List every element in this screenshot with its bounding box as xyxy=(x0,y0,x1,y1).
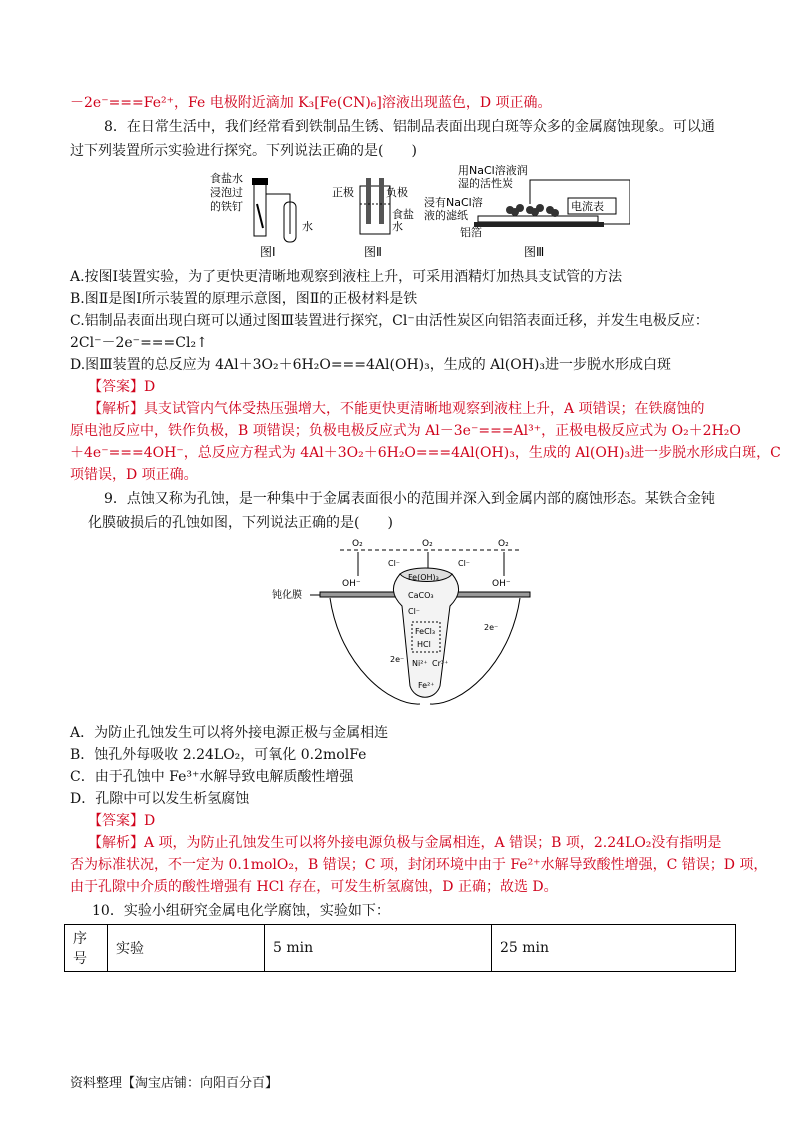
q9-answer: 【答案】D xyxy=(88,813,156,829)
q8-answer: 【答案】D xyxy=(88,379,156,395)
fe2-label: Fe²⁺ xyxy=(418,681,435,690)
cl-label-3: Cl⁻ xyxy=(408,607,421,616)
fig3-label-3: 浸有NaCl溶 xyxy=(424,196,483,209)
header-5min: 5 min xyxy=(265,925,492,972)
q9-option-b: B．蚀孔外每吸收 2.24LO₂，可氧化 0.2molFe xyxy=(70,747,367,763)
fig1-apparatus xyxy=(210,171,313,259)
experiment-table xyxy=(64,924,736,972)
q8-explanation-line3: ＋4e⁻===4OH⁻，总反应方程式为 4Al＋3O₂＋6H₂O===4Al(OH)₃，生成的 Al(OH)₃进一步脱水形成白斑，C xyxy=(70,445,781,461)
electron-label-1: 2e⁻ xyxy=(390,655,405,664)
q8-figures xyxy=(210,164,630,262)
q7-explanation-tail: －2e⁻===Fe²⁺，Fe 电极附近滴加 K₃[Fe(CN)₆]溶液出现蓝色，D 项正确。 xyxy=(70,95,552,111)
q9-explanation-line3: 由于孔隙中介质的酸性增强有 HCl 存在，可发生析氢腐蚀，D 正确；故选 D。 xyxy=(70,879,558,895)
ni-label: Ni²⁺ xyxy=(412,659,428,668)
o2-label-1: O₂ xyxy=(352,539,363,549)
fig3-caption: 图Ⅲ xyxy=(524,245,545,259)
q8-option-d: D.图Ⅲ装置的总反应为 4Al＋3O₂＋6H₂O===4Al(OH)₃，生成的 Al(OH)₃进一步脱水形成白斑 xyxy=(70,357,671,373)
fig3-label-4: 液的滤纸 xyxy=(424,209,468,222)
oh-label-1: OH⁻ xyxy=(342,579,361,589)
q9-stem-line2: 化膜破损后的孔蚀如图，下列说法正确的是( ) xyxy=(88,515,393,531)
fig3-label-1: 用NaCl溶液润 xyxy=(458,164,528,177)
q8-option-a: A.按图Ⅰ装置实验，为了更快更清晰地观察到液柱上升，可采用酒精灯加热具支试管的方法 xyxy=(70,269,623,285)
fig1-caption: 图Ⅰ xyxy=(260,245,276,259)
q8-stem-line1: 8．在日常生活中，我们经常看到铁制品生锈、铝制品表面出现白斑等众多的金属腐蚀现象。可以通 xyxy=(104,119,715,135)
fig3-label-5: 铝箔 xyxy=(460,226,482,239)
hcl-label: HCl xyxy=(417,640,431,649)
q9-option-c: C．由于孔蚀中 Fe³⁺水解导致电解质酸性增强 xyxy=(70,769,354,785)
fig1-label-3: 的铁钉 xyxy=(210,200,243,213)
header-experiment: 实验 xyxy=(108,925,265,972)
fig2-label-2: 负极 xyxy=(386,186,408,199)
q9-option-a: A．为防止孔蚀发生可以将外接电源正极与金属相连 xyxy=(70,725,389,741)
electron-label-2: 2e⁻ xyxy=(484,623,499,632)
q8-explanation-line4: 项错误，D 项正确。 xyxy=(70,467,198,483)
q10-stem: 10．实验小组研究金属电化学腐蚀，实验如下： xyxy=(92,903,390,919)
fig3-label-6: 电流表 xyxy=(571,200,604,213)
fig1-label-2: 浸泡过 xyxy=(210,186,243,199)
q8-explanation-line2: 原电池反应中，铁作负极，B 项错误；负极电极反应式为 Al－3e⁻===Al³⁺，正极电极反应式为 O₂＋2H₂O xyxy=(70,423,741,439)
table-header-row xyxy=(65,925,736,972)
q8-explanation-line1: 【解析】具支试管内气体受热压强增大，不能更快更清晰地观察到液柱上升，A 项错误；在铁腐蚀的 xyxy=(88,401,705,417)
caco3-label: CaCO₃ xyxy=(408,591,434,600)
fig3-label-2: 湿的活性炭 xyxy=(458,177,513,190)
fig2-apparatus xyxy=(332,178,414,259)
fecl3-label: FeCl₃ xyxy=(415,627,436,636)
q9-explanation-line1: 【解析】A 项，为防止孔蚀发生可以将外接电源负极与金属相连，A 错误；B 项，2.24LO₂没有指明是 xyxy=(88,835,722,851)
fig2-label-1: 正极 xyxy=(332,186,354,199)
q8-stem-line2: 过下列装置所示实验进行探究。下列说法正确的是( ) xyxy=(70,143,417,159)
feoh3-label: Fe(OH)₃ xyxy=(408,573,439,582)
fig1-label-1: 食盐水 xyxy=(210,172,243,185)
cl-label-1: Cl⁻ xyxy=(388,559,401,568)
header-25min: 25 min xyxy=(492,925,736,972)
fig2-label-4: 水 xyxy=(392,220,403,233)
q9-stem-line1: 9．点蚀又称为孔蚀，是一种集中于金属表面很小的范围并深入到金属内部的腐蚀形态。某铁合金钝 xyxy=(104,491,715,507)
q8-option-c-line1: C.铝制品表面出现白斑可以通过图Ⅲ装置进行探究，Cl⁻由活性炭区向铝箔表面迁移，并发生电极反应： xyxy=(70,313,709,329)
q8-option-c-line2: 2Cl⁻－2e⁻===Cl₂↑ xyxy=(70,335,208,351)
q9-pitting-figure xyxy=(270,536,550,716)
fig2-caption: 图Ⅱ xyxy=(364,245,382,259)
cl-label-2: Cl⁻ xyxy=(458,559,471,568)
oh-label-2: OH⁻ xyxy=(492,579,511,589)
fig3-apparatus xyxy=(424,164,630,259)
fig1-label-4: 水 xyxy=(302,220,313,233)
footer-source: 资料整理【淘宝店铺：向阳百分百】 xyxy=(70,1076,279,1091)
header-index: 序号 xyxy=(65,925,108,972)
passive-film-label: 钝化膜 xyxy=(272,590,302,601)
q8-option-b: B.图Ⅱ是图Ⅰ所示装置的原理示意图，图Ⅱ的正极材料是铁 xyxy=(70,291,418,307)
o2-label-2: O₂ xyxy=(422,539,433,549)
fig2-label-3: 食盐 xyxy=(392,208,414,221)
o2-label-3: O₂ xyxy=(498,539,509,549)
cr-label: Cr³⁺ xyxy=(432,659,449,668)
q9-explanation-line2: 否为标准状况，不一定为 0.1molO₂，B 错误；C 项，封闭环境中由于 Fe²⁺水解导致酸性增强，C 错误；D 项， xyxy=(70,857,768,873)
q9-option-d: D．孔隙中可以发生析氢腐蚀 xyxy=(70,791,250,807)
